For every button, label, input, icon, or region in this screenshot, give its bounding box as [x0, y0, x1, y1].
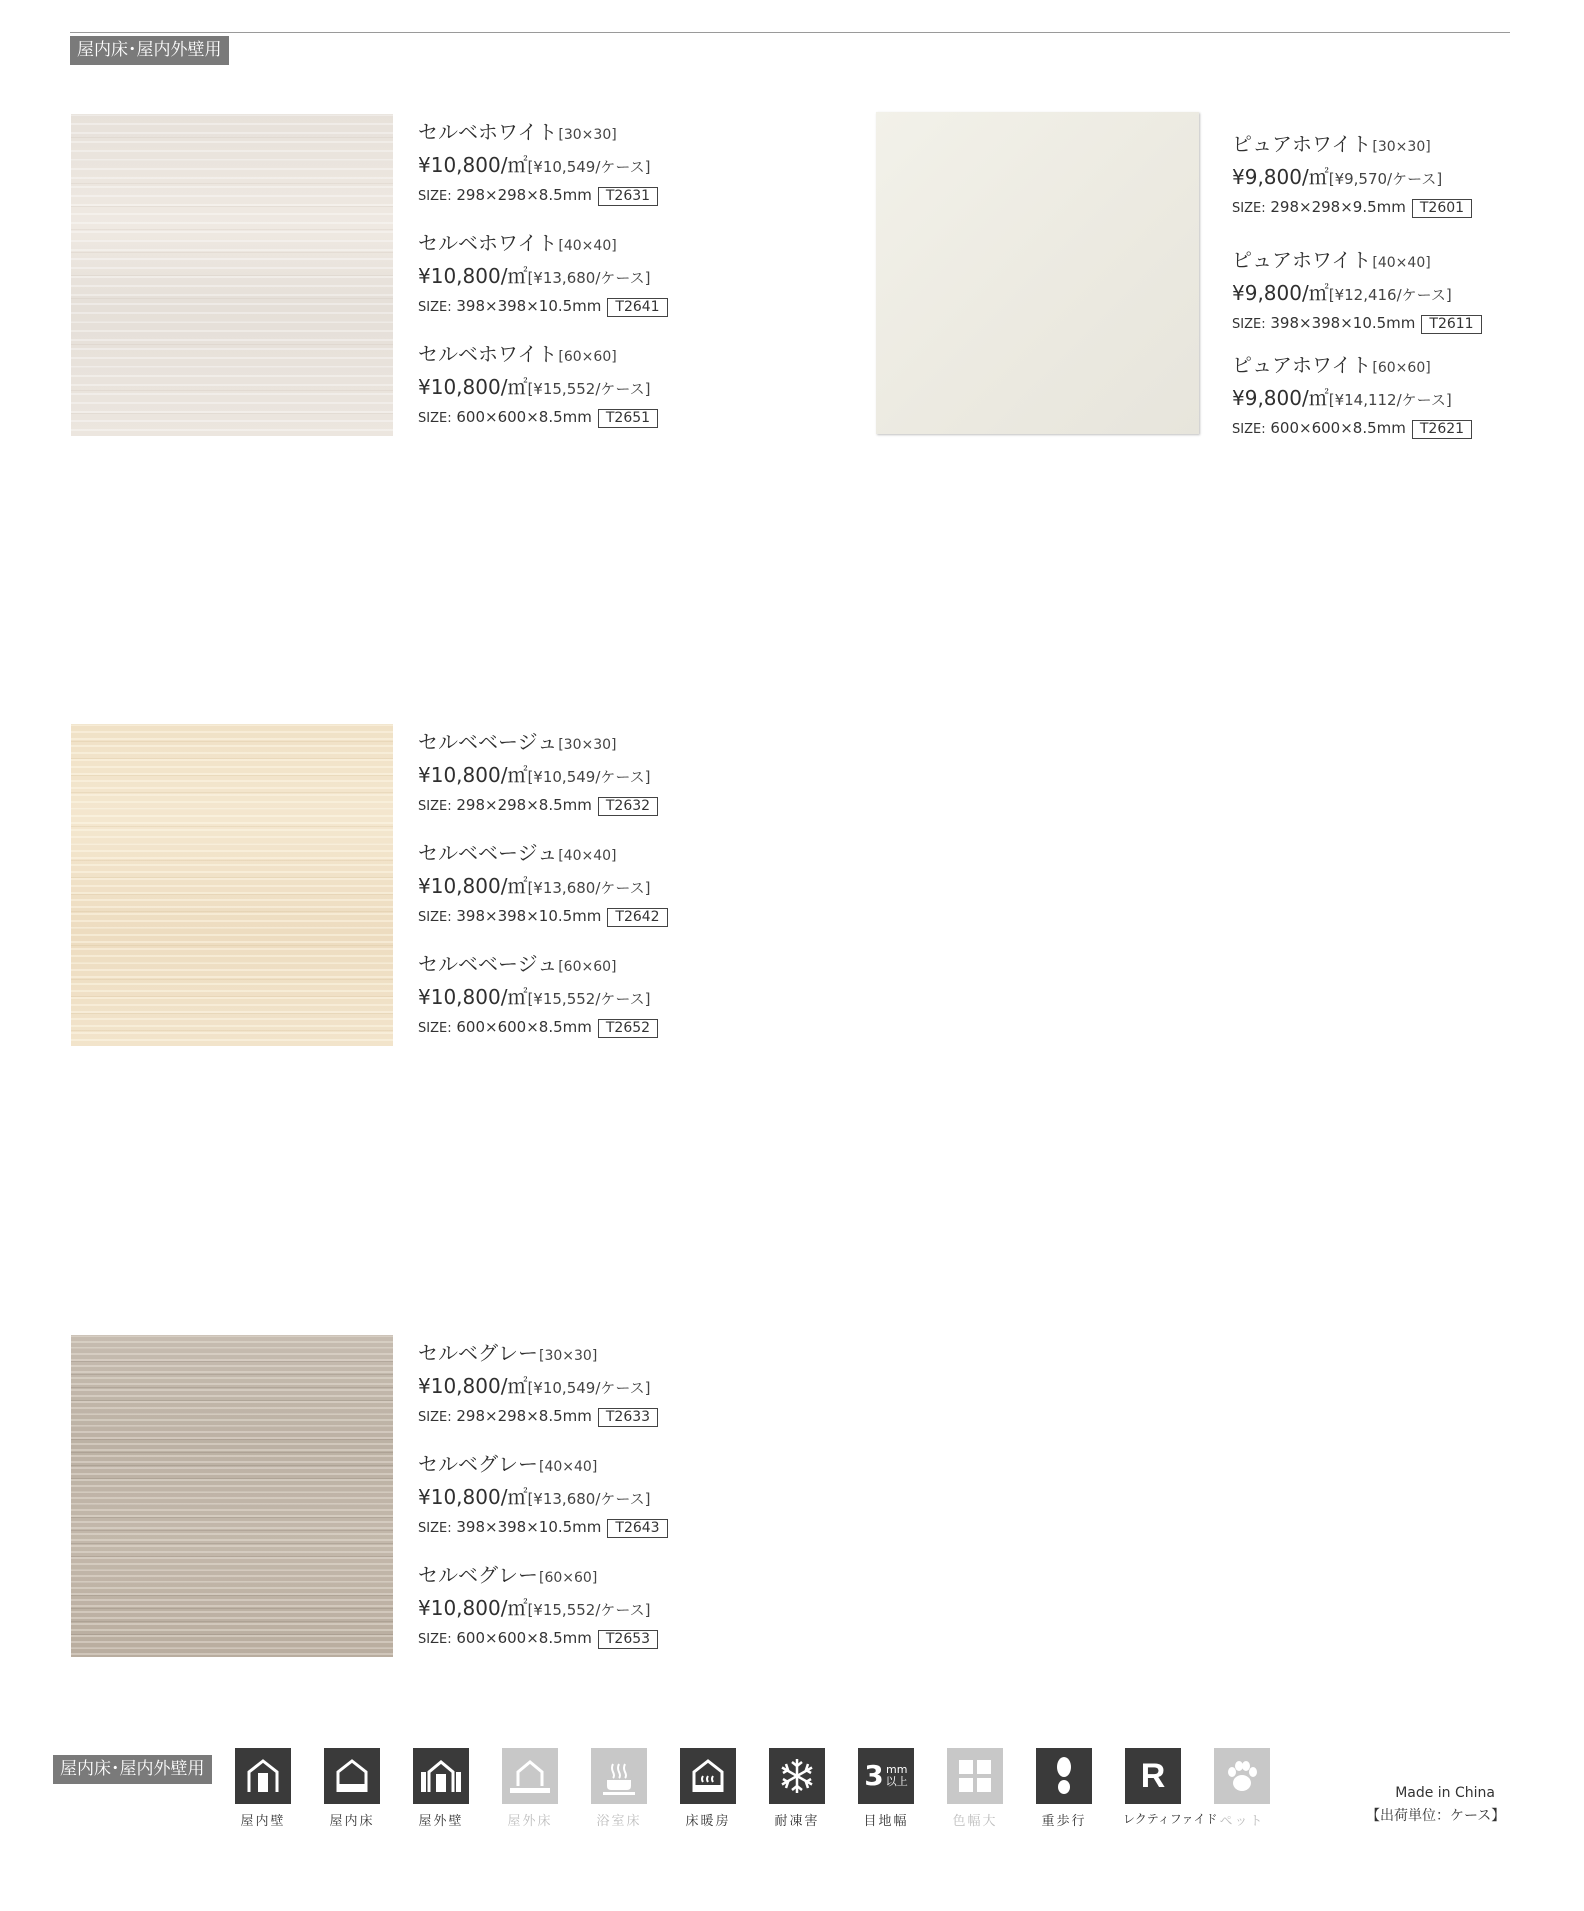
product-code: T2643: [607, 1519, 667, 1538]
tile-swatch-selve-white: [71, 114, 393, 436]
legend-item-heavy-foot-traffic: 重歩行: [1034, 1748, 1094, 1829]
product-variant: [418, 841, 668, 928]
product-name: セルベベージュ[60×60]: [418, 952, 617, 976]
product-price: ¥10,800/㎡[¥10,549/ケース]: [418, 153, 651, 177]
floor-heating-icon: [680, 1748, 736, 1804]
product-spec: SIZE: 398×398×10.5mm T2641: [418, 296, 668, 318]
product-price: ¥9,800/㎡[¥14,112/ケース]: [1232, 386, 1452, 410]
legend-item-bathroom-floor: 浴室床: [589, 1748, 649, 1829]
product-code: T2651: [598, 409, 658, 428]
product-variant: [418, 120, 658, 207]
product-price: ¥9,800/㎡[¥9,570/ケース]: [1232, 165, 1443, 189]
product-spec: SIZE: 600×600×8.5mm T2652: [418, 1017, 658, 1039]
product-code: T2641: [607, 298, 667, 317]
product-spec: SIZE: 398×398×10.5mm T2611: [1232, 313, 1482, 335]
product-name: セルベベージュ[30×30]: [418, 730, 617, 754]
product-price: ¥10,800/㎡[¥15,552/ケース]: [418, 1596, 651, 1620]
legend-item-indoor-floor: 屋内床: [322, 1748, 382, 1829]
joint-width-icon: 3 mm 以上: [858, 1748, 914, 1804]
legend-item-indoor-wall: 屋内壁: [233, 1748, 293, 1829]
shipping-unit-label: 【出荷単位：ケース】: [1366, 1808, 1506, 1824]
product-name: セルベグレー[40×40]: [418, 1452, 598, 1476]
product-name: セルベベージュ[40×40]: [418, 841, 617, 865]
legend-item-rectified: R レクティファイド: [1123, 1748, 1183, 1827]
bathroom-floor-icon: [591, 1748, 647, 1804]
frost-resistant-icon: [769, 1748, 825, 1804]
product-variant: [418, 231, 668, 318]
product-spec: SIZE: 600×600×8.5mm T2653: [418, 1628, 658, 1650]
product-code: T2611: [1421, 315, 1481, 334]
product-spec: SIZE: 298×298×8.5mm T2631: [418, 185, 658, 207]
product-code: T2653: [598, 1630, 658, 1649]
legend-item-outdoor-wall: 屋外壁: [411, 1748, 471, 1829]
product-code: T2632: [598, 797, 658, 816]
outdoor-floor-icon: [502, 1748, 558, 1804]
product-name: セルベグレー[60×60]: [418, 1563, 598, 1587]
product-code: T2621: [1412, 420, 1472, 439]
top-divider: [70, 32, 1510, 33]
product-name: ピュアホワイト[60×60]: [1232, 353, 1431, 377]
tile-swatch-selve-grey: [71, 1335, 393, 1657]
product-code: T2631: [598, 187, 658, 206]
indoor-wall-icon: [235, 1748, 291, 1804]
product-variant: [418, 1341, 658, 1428]
legend-item-outdoor-floor: 屋外床: [500, 1748, 560, 1829]
product-variant: [418, 342, 658, 429]
legend-item-joint-width: 3 mm 以上 目地幅: [856, 1748, 916, 1829]
product-variant: [1232, 248, 1482, 335]
product-variant: [418, 952, 658, 1039]
color-variation-icon: [947, 1748, 1003, 1804]
product-variant: [418, 1563, 658, 1650]
product-spec: SIZE: 600×600×8.5mm T2621: [1232, 418, 1472, 440]
product-price: ¥10,800/㎡[¥10,549/ケース]: [418, 1374, 651, 1398]
product-price: ¥10,800/㎡[¥15,552/ケース]: [418, 375, 651, 399]
product-price: ¥10,800/㎡[¥13,680/ケース]: [418, 874, 651, 898]
rectified-icon: R: [1125, 1748, 1181, 1804]
category-tag: 屋内床･屋内外壁用: [70, 36, 229, 65]
product-spec: SIZE: 298×298×8.5mm T2632: [418, 795, 658, 817]
product-price: ¥10,800/㎡[¥13,680/ケース]: [418, 1485, 651, 1509]
product-price: ¥10,800/㎡[¥13,680/ケース]: [418, 264, 651, 288]
product-code: T2642: [607, 908, 667, 927]
product-name: ピュアホワイト[30×30]: [1232, 132, 1431, 156]
product-name: セルベホワイト[40×40]: [418, 231, 617, 255]
legend-item-floor-heating: 床暖房: [678, 1748, 738, 1829]
legend-item-frost-resistant: 耐凍害: [767, 1748, 827, 1829]
legend-item-pet: ペット: [1212, 1748, 1272, 1829]
made-in-label: Made in China: [1395, 1785, 1495, 1801]
product-spec: SIZE: 298×298×9.5mm T2601: [1232, 197, 1472, 219]
product-code: T2652: [598, 1019, 658, 1038]
legend-category-tag: 屋内床･屋内外壁用: [53, 1755, 212, 1784]
product-price: ¥9,800/㎡[¥12,416/ケース]: [1232, 281, 1452, 305]
product-spec: SIZE: 398×398×10.5mm T2643: [418, 1517, 668, 1539]
product-name: セルベホワイト[60×60]: [418, 342, 617, 366]
product-name: セルベホワイト[30×30]: [418, 120, 617, 144]
product-code: T2633: [598, 1408, 658, 1427]
product-variant: [1232, 353, 1472, 440]
product-code: T2601: [1412, 199, 1472, 218]
product-price: ¥10,800/㎡[¥15,552/ケース]: [418, 985, 651, 1009]
product-name: ピュアホワイト[40×40]: [1232, 248, 1431, 272]
product-spec: SIZE: 600×600×8.5mm T2651: [418, 407, 658, 429]
legend-item-color-variation: 色幅大: [945, 1748, 1005, 1829]
product-name: セルベグレー[30×30]: [418, 1341, 598, 1365]
product-spec: SIZE: 298×298×8.5mm T2633: [418, 1406, 658, 1428]
outdoor-wall-icon: [413, 1748, 469, 1804]
heavy-foot-traffic-icon: [1036, 1748, 1092, 1804]
product-variant: [418, 730, 658, 817]
product-price: ¥10,800/㎡[¥10,549/ケース]: [418, 763, 651, 787]
product-variant: [418, 1452, 668, 1539]
product-spec: SIZE: 398×398×10.5mm T2642: [418, 906, 668, 928]
indoor-floor-icon: [324, 1748, 380, 1804]
pet-icon: [1214, 1748, 1270, 1804]
tile-swatch-selve-beige: [71, 724, 393, 1046]
product-variant: [1232, 132, 1472, 219]
tile-swatch-pure-white: [876, 112, 1199, 434]
